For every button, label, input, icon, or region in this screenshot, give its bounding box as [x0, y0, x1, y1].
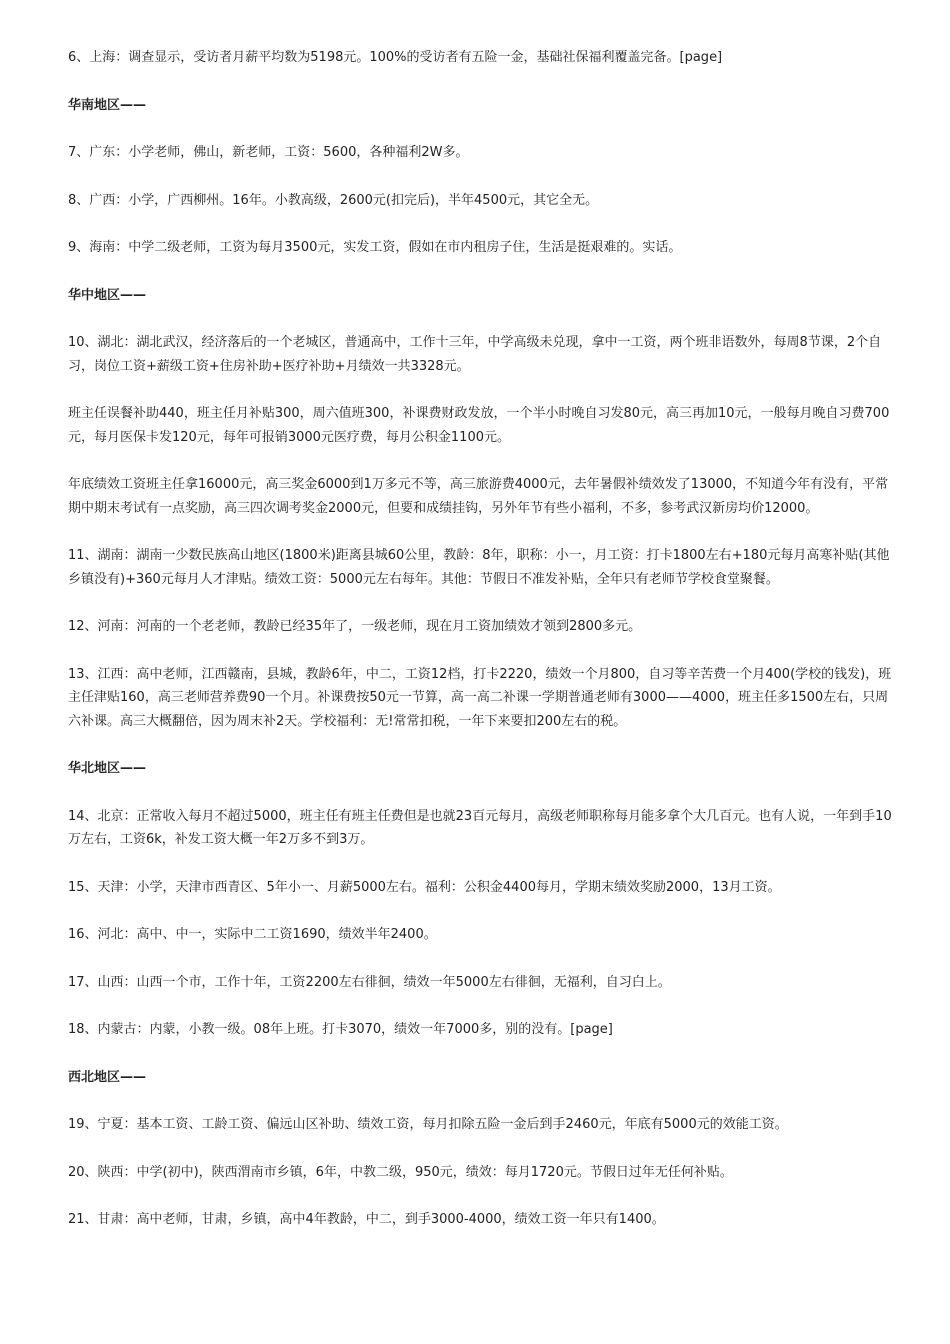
section-heading-north: 华北地区——: [68, 761, 147, 776]
entry-guangxi: 8、广西：小学，广西柳州。16年。小教高级，2600元(扣完后)，半年4500元，其它全无。: [68, 192, 599, 208]
entry-neimenggu: 18、内蒙古：内蒙，小教一级。08年上班。打卡3070，绩效一年7000多，别的没有。[page]: [68, 1022, 613, 1037]
entry-hubei-allowance: 班主任误餐补助440，班主任月补贴300，周六值班300，补课费财政发放，一个半小时晚自习发80元，高三再加10元，一般每月晚自习费700元，每月医保卡发120元，每年可报销3000元医疗费，每月公积金1100元。: [68, 406, 890, 445]
entry-tianjin: 15、天津：小学，天津市西青区、5年小一、月薪5000左右。福利：公积金4400每月，学期末绩效奖励2000，13月工资。: [68, 879, 781, 895]
entry-guangdong: 7、广东：小学老师，佛山，新老师，工资：5600，各种福利2W多。: [68, 145, 469, 160]
section-heading-south: 华南地区——: [68, 97, 147, 113]
section-heading-central: 华中地区——: [68, 287, 147, 303]
entry-gansu: 21、甘肃：高中老师，甘肃，乡镇，高中4年教龄，中二，到手3000-4000，绩效工资一年只有1400。: [68, 1212, 665, 1227]
section-heading-northwest: 西北地区——: [68, 1069, 147, 1085]
entry-hubei-bonus: 年底绩效工资班主任拿16000元，高三奖金6000到1万多元不等，高三旅游费4000元，去年暑假补绩效发了13000，不知道今年有没有，平常期中期末考试有一点奖励，高三四次调考奖金2000元，但要和成绩挂钩，另外年节有些小福利，不多，参考武汉新房均价12000。: [68, 477, 889, 516]
entry-hebei: 16、河北：高中、中一，实际中二工资1690，绩效半年2400。: [68, 927, 437, 942]
entry-hunan: 11、湖南：湖南一少数民族高山地区(1800米)距离县城60公里，教龄：8年，职称：小一，月工资：打卡1800左右+180元每月高寒补贴(其他乡镇没有)+360元每月人才津贴。绩效工资：5000元左右每年。其他：节假日不准发补贴，全年只有老师节学校食堂聚餐。: [68, 548, 890, 587]
entry-ningxia: 19、宁夏：基本工资、工龄工资、偏远山区补助、绩效工资，每月扣除五险一金后到手2460元，年底有5000元的效能工资。: [68, 1117, 788, 1132]
entry-shaanxi: 20、陕西：中学(初中)，陕西渭南市乡镇，6年，中教二级，950元，绩效：每月1720元。节假日过年无任何补贴。: [68, 1164, 733, 1180]
entry-shanxi: 17、山西：山西一个市，工作十年，工资2200左右徘徊，绩效一年5000左右徘徊，无福利，自习白上。: [68, 974, 671, 990]
entry-beijing: 14、北京：正常收入每月不超过5000，班主任有班主任费但是也就23百元每月，高级老师职称每月能多拿个大几百元。也有人说，一年到手10万左右，工资6k，补发工资大概一年2万多不到3万。: [68, 808, 892, 847]
entry-shanghai: 6、上海：调查显示，受访者月薪平均数为5198元。100%的受访者有五险一金，基础社保福利覆盖完备。[page]: [68, 50, 723, 65]
document-page: [68, 46, 898, 1256]
entry-hainan: 9、海南：中学二级老师，工资为每月3500元，实发工资，假如在市内租房子住，生活是挺艰难的。实话。: [68, 240, 682, 255]
entry-jiangxi: 13、江西：高中老师，江西赣南，县城，教龄6年，中二，工资12档，打卡2220，绩效一个月800，自习等辛苦费一个月400(学校的钱发)，班主任津贴160，高三老师营养费90一个月。补课费按50元一节算，高一高二补课一学期普通老师有3000——4000，班主任多1500左右，只周六补课。高三大概翻倍，因为周末补2天。学校福利：无!常常扣税，一年下来要扣200左右的税。: [68, 666, 892, 729]
entry-henan: 12、河南：河南的一个老老师，教龄已经35年了，一级老师，现在月工资加绩效才领到2800多元。: [68, 619, 642, 634]
entry-hubei: 10、湖北：湖北武汉，经济落后的一个老城区，普通高中，工作十三年，中学高级未兑现，拿中一工资，两个班非语数外，每周8节课，2个自习，岗位工资+薪级工资+住房补助+医疗补助+月绩效一共3328元。: [68, 335, 882, 374]
